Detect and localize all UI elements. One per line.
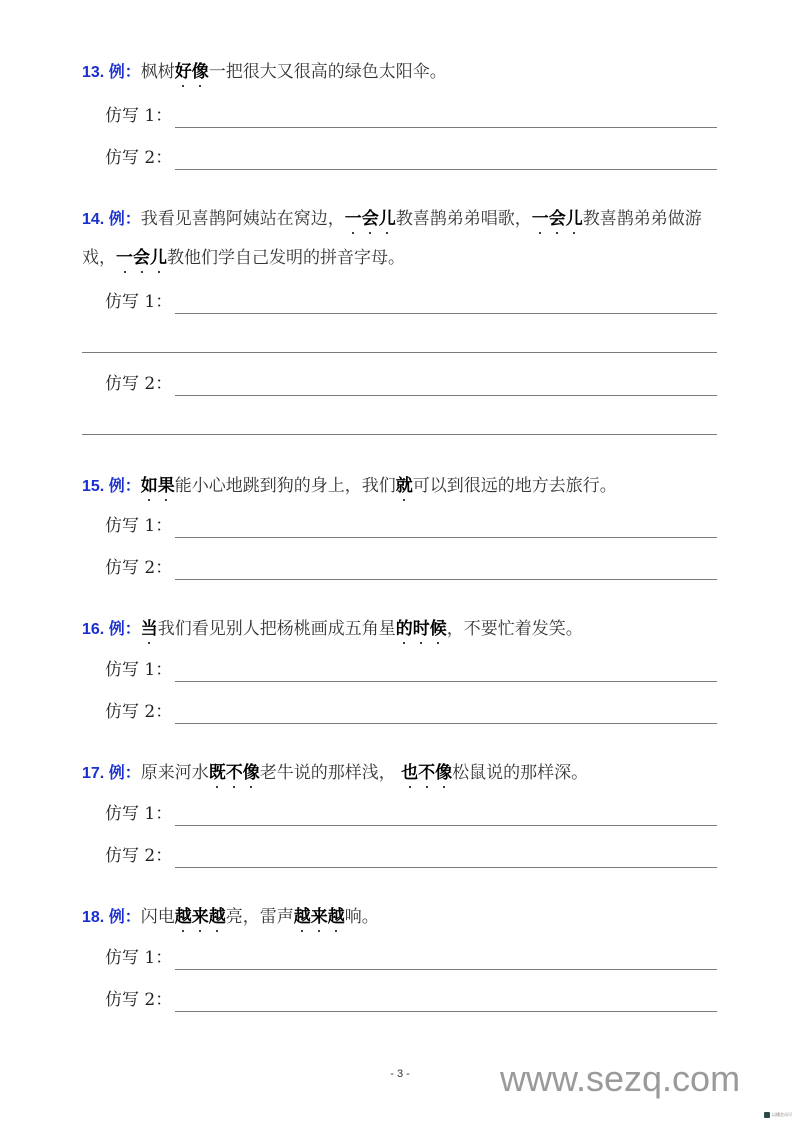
imitate-1-label: 仿写 1： [105,660,173,680]
watermark: www.sezq.com [500,1058,741,1099]
emphasized-char: 儿 [565,209,583,229]
imitate-1-answer-line[interactable] [175,825,717,826]
emphasized-char: 越 [208,907,226,927]
imitate-1-label: 仿写 1： [105,106,173,126]
imitate-2-answer-line[interactable] [175,169,717,170]
question-text [141,619,583,639]
question-13 [82,60,722,85]
imitate-2-row [105,372,717,396]
emphasized-char: 越 [327,907,345,927]
imitate-2-continuation-line[interactable] [82,434,717,435]
emphasized-char: 就 [395,476,413,496]
text-segment: 老牛说的那样浅， [259,763,402,783]
imitate-1-label: 仿写 1： [105,804,173,824]
imitate-1-row [105,514,717,538]
imitate-2-row [105,146,717,170]
question-15 [82,474,722,499]
emphasized-char: 会 [133,248,150,268]
imitate-2-answer-line[interactable] [175,579,717,580]
emphasized-char: 会 [361,209,379,229]
text-segment: 我们看见别人把杨桃画成五角星 [157,619,396,639]
question-17 [82,761,722,786]
emphasized-char: 像 [242,763,260,783]
text-segment: 枫树 [140,62,175,82]
imitate-2-answer-line[interactable] [175,867,717,868]
imitate-1-row [105,802,717,826]
imitate-2-answer-line[interactable] [175,1011,717,1012]
imitate-1-answer-line[interactable] [175,681,717,682]
question-text [82,209,702,268]
question-16 [82,617,722,642]
imitate-2-label: 仿写 2： [105,846,173,866]
question-number: 14. 例： [82,211,141,228]
emphasized-char: 一 [531,209,549,229]
imitate-1-label: 仿写 1： [105,292,173,312]
text-segment: 教喜鹊弟弟唱歌， [395,209,532,229]
imitate-1-row [105,658,717,682]
imitate-1-continuation-line[interactable] [82,352,717,353]
emphasized-char: 像 [191,62,209,82]
imitate-2-row [105,700,717,724]
question-18 [82,905,722,930]
imitate-1-answer-line[interactable] [175,313,717,314]
imitate-2-label: 仿写 2： [105,374,173,394]
emphasized-char: 既 [208,763,226,783]
text-segment: ，不要忙着发笑。 [446,619,583,639]
emphasized-char: 果 [157,476,175,496]
question-text [141,476,617,496]
imitate-2-row [105,844,717,868]
question-number: 13. 例： [82,64,141,81]
emphasized-char: 儿 [378,209,396,229]
text-segment: 能小心地跳到狗的身上，我们 [174,476,396,496]
text-segment: 原来河水 [140,763,209,783]
imitate-2-label: 仿写 2： [105,558,173,578]
emphasized-char: 来 [191,907,209,927]
emphasized-char: 像 [435,763,453,783]
imitate-1-label: 仿写 1： [105,948,173,968]
emphasized-char: 越 [174,907,192,927]
emphasized-char: 也 [401,763,419,783]
imitate-1-answer-line[interactable] [175,127,717,128]
imitate-1-answer-line[interactable] [175,969,717,970]
emphasized-char: 时 [412,619,430,639]
text-segment: 闪电 [140,907,175,927]
question-number: 16. 例： [82,621,141,638]
imitate-1-label: 仿写 1： [105,516,173,536]
text-segment: 我看见喜鹊阿姨站在窝边， [140,209,345,229]
emphasized-char: 的 [395,619,413,639]
imitate-2-answer-line[interactable] [175,723,717,724]
question-14 [82,200,722,277]
imitate-2-row [105,988,717,1012]
header-mark: · · · · · [345,40,375,45]
imitate-1-row [105,946,717,970]
emphasized-char: 好 [174,62,192,82]
question-text [141,62,447,82]
text-segment: 亮，雷声 [225,907,294,927]
text-segment: 响。 [344,907,379,927]
text-segment: 教喜鹊弟弟做游戏， [82,209,702,268]
emphasized-char: 会 [548,209,566,229]
text-segment: 松鼠说的那样深。 [452,763,589,783]
emphasized-char: 如 [140,476,158,496]
emphasized-char: 当 [140,619,158,639]
question-text [141,763,588,783]
logo-icon [764,1112,770,1118]
emphasized-char: 来 [310,907,328,927]
question-number: 17. 例： [82,765,141,782]
imitate-2-label: 仿写 2： [105,148,173,168]
page-number: - 3 - [390,1068,410,1080]
text-segment: 可以到很远的地方去旅行。 [412,476,617,496]
emphasized-char: 儿 [150,248,167,268]
question-text [141,907,379,927]
text-segment: 教他们学自己发明的拼音字母。 [167,248,405,268]
text-segment: 一把很大又很高的绿色太阳伞。 [208,62,447,82]
imitate-2-row [105,556,717,580]
logo-text: 以懂会员可 [772,1112,792,1117]
emphasized-char: 不 [418,763,436,783]
question-number: 15. 例： [82,478,141,495]
imitate-1-row [105,104,717,128]
emphasized-char: 一 [344,209,362,229]
imitate-2-label: 仿写 2： [105,702,173,722]
imitate-1-answer-line[interactable] [175,537,717,538]
emphasized-char: 一 [116,248,133,268]
emphasized-char: 越 [293,907,311,927]
question-number: 18. 例： [82,909,141,926]
imitate-2-label: 仿写 2： [105,990,173,1010]
imitate-2-answer-line[interactable] [175,395,717,396]
emphasized-char: 候 [429,619,447,639]
corner-logo [764,1112,792,1118]
emphasized-char: 不 [225,763,243,783]
imitate-1-row [105,290,717,314]
